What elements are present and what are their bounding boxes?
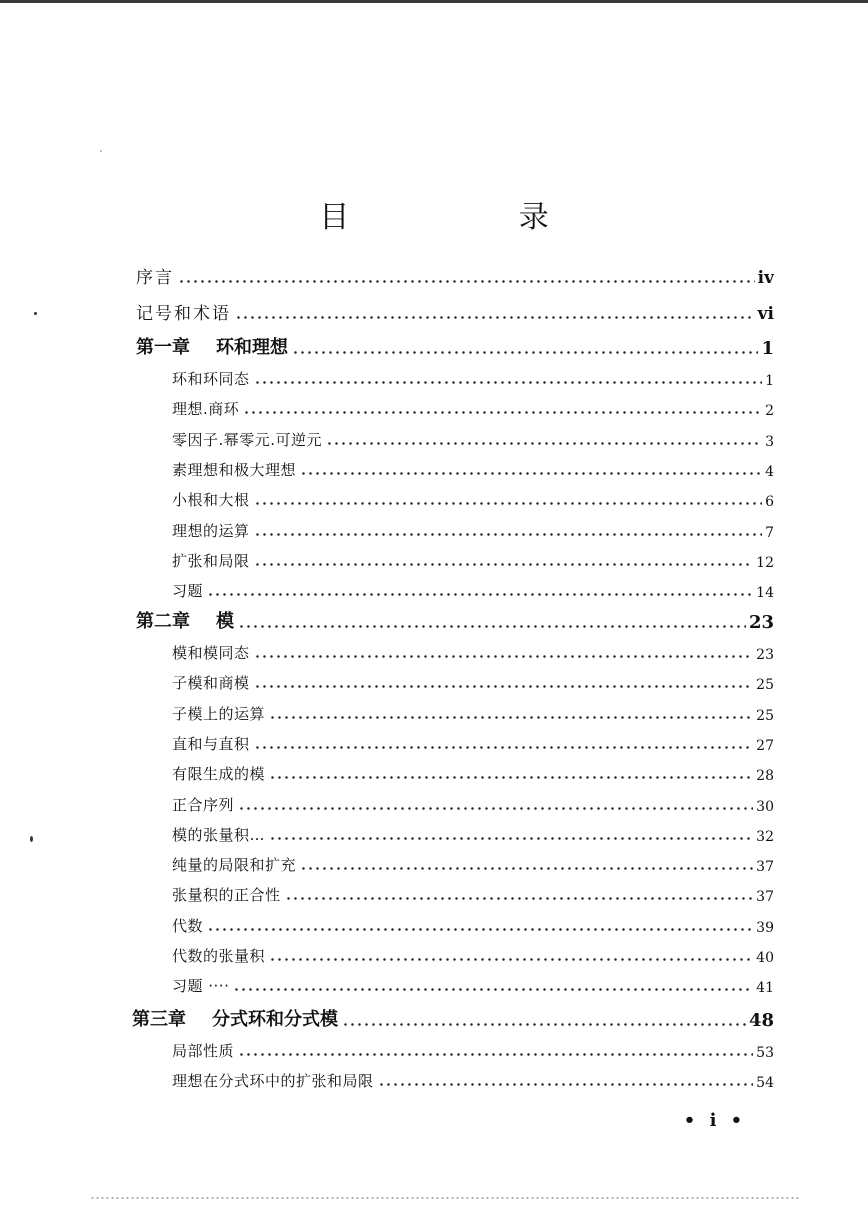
toc-front-entry-page: vi: [757, 304, 774, 324]
toc-section-entry[interactable]: [172, 821, 774, 845]
dot-leader: [235, 316, 755, 319]
toc-section-entry-page: 32: [756, 829, 774, 845]
toc-section-entry-label: 理想.商环: [172, 400, 240, 418]
table-of-contents: [0, 258, 868, 1098]
toc-section-entry-label: 代数: [172, 917, 204, 935]
toc-section-entry-page: 1: [765, 373, 774, 389]
dot-leader: [378, 1083, 754, 1086]
dot-leader: [243, 411, 762, 414]
toc-section-entry-label: 小根和大根: [172, 491, 250, 509]
top-border: [0, 0, 868, 3]
toc-section-entry-page: 37: [756, 859, 774, 875]
toc-section-entry-page: 37: [756, 889, 774, 905]
toc-section-entry-page: 3: [765, 434, 774, 450]
toc-section-entry-page: 40: [756, 950, 774, 966]
toc-section-entry-label: 环和环同态: [172, 370, 250, 388]
toc-section-entry-label: 扩张和局限: [172, 552, 250, 570]
toc-front-entry[interactable]: [136, 298, 774, 324]
toc-chapter-entry[interactable]: [132, 1003, 774, 1031]
chapter-title: 分式环和分式模: [212, 1009, 338, 1030]
toc-section-entry-label: 纯量的局限和扩充: [172, 856, 297, 874]
toc-section-entry[interactable]: [172, 669, 774, 693]
dot-leader: [238, 807, 753, 810]
toc-section-entry-label: 代数的张量积: [172, 947, 266, 965]
toc-section-entry-label: 张量积的正合性: [172, 886, 281, 904]
toc-section-entry[interactable]: [172, 639, 774, 663]
toc-section-entry[interactable]: [172, 791, 774, 815]
toc-section-entry[interactable]: [172, 972, 774, 996]
toc-section-entry[interactable]: [172, 851, 774, 875]
dot-leader: [207, 593, 753, 596]
toc-section-entry-label: 零因子.幂零元.可逆元: [172, 431, 323, 449]
toc-section-entry-label: 子模上的运算: [172, 705, 266, 723]
toc-section-entry-page: 28: [756, 768, 774, 784]
toc-section-entry-page: 12: [756, 555, 774, 571]
toc-section-entry[interactable]: [172, 395, 774, 419]
toc-section-entry[interactable]: [172, 365, 774, 389]
toc-section-entry-page: 41: [756, 980, 774, 996]
dot-leader: [238, 625, 746, 628]
toc-section-entry-page: 6: [765, 494, 774, 510]
toc-section-entry-label: 局部性质: [172, 1042, 235, 1060]
toc-chapter-entry-label: [136, 333, 288, 359]
toc-chapter-entry[interactable]: [136, 331, 774, 359]
toc-front-entry[interactable]: [136, 262, 774, 288]
dot-leader: [207, 928, 753, 931]
toc-section-entry-page: 14: [756, 585, 774, 601]
toc-section-entry[interactable]: [172, 486, 774, 510]
toc-chapter-entry-label: [132, 1005, 338, 1031]
dot-leader: [238, 1053, 753, 1056]
toc-section-entry-page: 54: [756, 1075, 774, 1091]
dot-leader: [269, 958, 753, 961]
toc-section-entry-label: 素理想和极大理想: [172, 461, 297, 479]
toc-section-entry-label: 习题 ····: [172, 977, 230, 995]
toc-section-entry-label: 理想在分式环中的扩张和局限: [172, 1072, 374, 1090]
toc-chapter-entry-page: 1: [761, 338, 774, 359]
toc-section-entry-page: 4: [765, 464, 774, 480]
dot-leader: [300, 867, 753, 870]
toc-section-entry[interactable]: [172, 577, 774, 601]
toc-chapter-entry-label: [136, 607, 234, 633]
scan-speck: [34, 312, 37, 315]
toc-section-entry[interactable]: [172, 426, 774, 450]
toc-section-entry-label: 习题: [172, 582, 204, 600]
dot-leader: [269, 716, 753, 719]
dot-leader: [254, 655, 754, 658]
dot-leader: [254, 381, 763, 384]
chapter-number: 第一章: [136, 337, 190, 358]
toc-section-entry[interactable]: [172, 881, 774, 905]
toc-section-entry[interactable]: [172, 1067, 774, 1091]
scan-edge-noise: [90, 1196, 800, 1200]
toc-section-entry[interactable]: [172, 1037, 774, 1061]
toc-chapter-entry[interactable]: [136, 605, 774, 633]
dot-leader: [342, 1023, 746, 1026]
page-number: • i •: [683, 1110, 747, 1131]
dot-leader: [233, 988, 753, 991]
toc-section-entry-label: 正合序列: [172, 796, 235, 814]
toc-section-entry[interactable]: [172, 912, 774, 936]
dot-leader: [254, 533, 763, 536]
toc-section-entry-page: 23: [756, 647, 774, 663]
toc-section-entry-page: 53: [756, 1045, 774, 1061]
dot-leader: [254, 685, 754, 688]
chapter-number: 第三章: [132, 1009, 186, 1030]
toc-section-entry[interactable]: [172, 700, 774, 724]
toc-section-entry-label: 子模和商模: [172, 674, 250, 692]
toc-section-entry-label: 直和与直积: [172, 735, 250, 753]
toc-section-entry-label: 有限生成的模: [172, 765, 266, 783]
toc-section-entry[interactable]: [172, 456, 774, 480]
dot-leader: [292, 351, 758, 354]
toc-front-entry-page: iv: [757, 268, 774, 288]
toc-section-entry-page: 25: [756, 708, 774, 724]
chapter-title: 环和理想: [216, 337, 288, 358]
toc-section-entry-page: 7: [765, 525, 774, 541]
toc-section-entry-page: 25: [756, 677, 774, 693]
dot-leader: [178, 280, 755, 283]
chapter-title: 模: [216, 611, 234, 632]
toc-section-entry-page: 2: [765, 403, 774, 419]
dot-leader: [285, 897, 754, 900]
toc-section-entry-label: 理想的运算: [172, 522, 250, 540]
dot-leader: [269, 776, 753, 779]
dot-leader: [300, 472, 762, 475]
toc-section-entry-page: 30: [756, 799, 774, 815]
toc-section-entry-label: 模的张量积…: [172, 826, 266, 844]
toc-section-entry[interactable]: [172, 942, 774, 966]
toc-section-entry[interactable]: [172, 547, 774, 571]
toc-section-entry[interactable]: [172, 760, 774, 784]
page-title: 目 录: [319, 200, 629, 235]
dot-leader: [254, 746, 754, 749]
dot-leader: [326, 442, 762, 445]
scan-speck: [100, 150, 102, 152]
toc-chapter-entry-page: 48: [748, 1010, 774, 1031]
toc-chapter-entry-page: 23: [748, 612, 774, 633]
chapter-number: 第二章: [136, 611, 190, 632]
toc-front-entry-label: 序言: [136, 268, 174, 288]
toc-section-entry[interactable]: [172, 517, 774, 541]
dot-leader: [254, 563, 754, 566]
scan-speck: [30, 836, 33, 842]
toc-front-entry-label: 记号和术语: [136, 304, 231, 324]
dot-leader: [269, 837, 753, 840]
toc-section-entry-page: 39: [756, 920, 774, 936]
toc-section-entry[interactable]: [172, 730, 774, 754]
dot-leader: [254, 502, 763, 505]
toc-section-entry-page: 27: [756, 738, 774, 754]
toc-section-entry-label: 模和模同态: [172, 644, 250, 662]
